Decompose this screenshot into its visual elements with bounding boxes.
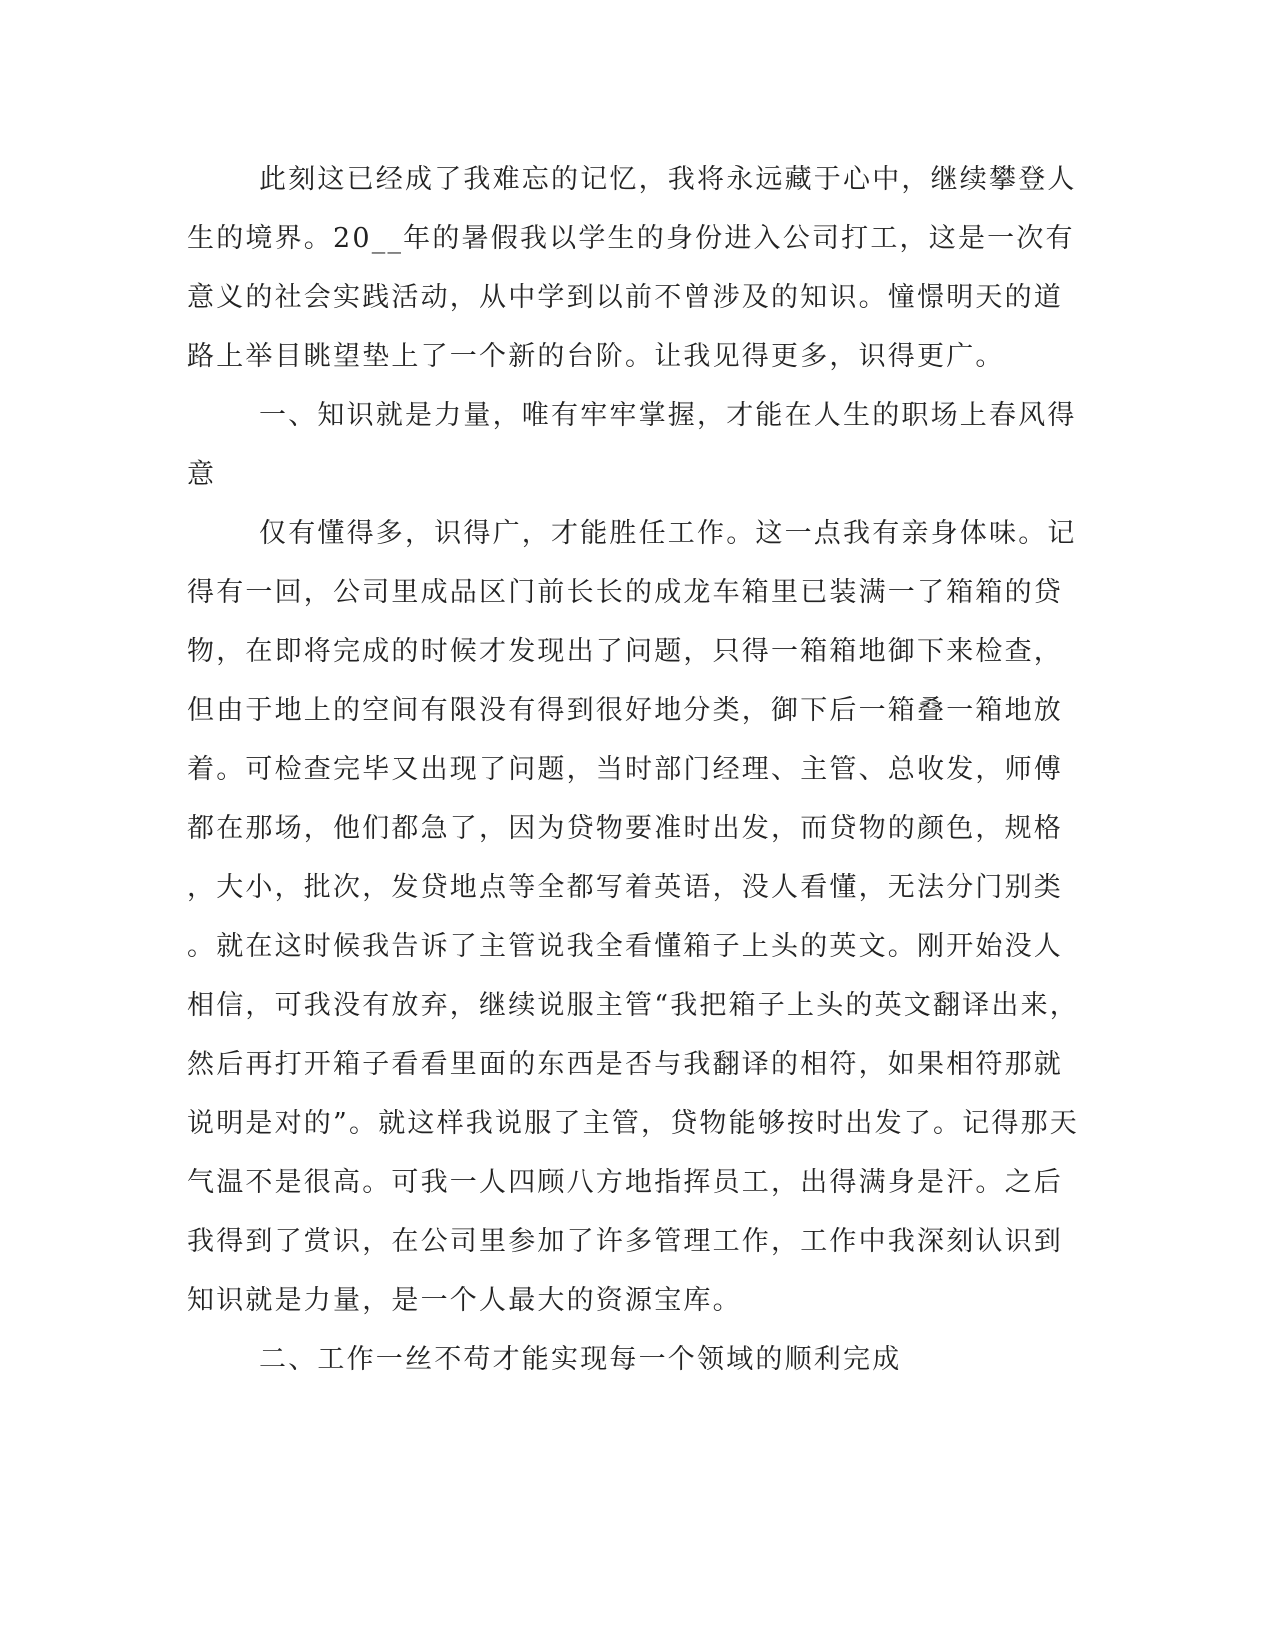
paragraph-line: 意义的社会实践活动，从中学到以前不曾涉及的知识。憧憬明天的道 — [187, 282, 1063, 313]
section-heading-2: 二、工作一丝不苟才能实现每一个领域的顺利完成 — [259, 1344, 902, 1375]
paragraph-line: 。就在这时候我告诉了主管说我全看懂箱子上头的英文。刚开始没人 — [187, 931, 1063, 962]
paragraph-line: 但由于地上的空间有限没有得到很好地分类，御下后一箱叠一箱地放 — [187, 695, 1063, 726]
paragraph-line: 此刻这已经成了我难忘的记忆，我将永远藏于心中，继续攀登人 — [259, 164, 1077, 195]
paragraph-line: ，大小，批次，发贷地点等全都写着英语，没人看懂，无法分门别类 — [187, 872, 1063, 903]
paragraph-line: 都在那场，他们都急了，因为贷物要准时出发，而贷物的颜色，规格 — [187, 813, 1063, 844]
paragraph-line: 着。可检查完毕又出现了问题，当时部门经理、主管、总收发，师傅 — [187, 754, 1063, 785]
paragraph-line: 路上举目眺望垫上了一个新的台阶。让我见得更多，识得更广。 — [187, 341, 1005, 372]
section-heading-1-cont: 意 — [187, 459, 217, 490]
paragraph-line: 然后再打开箱子看看里面的东西是否与我翻译的相符，如果相符那就 — [187, 1049, 1063, 1080]
paragraph-line: 物，在即将完成的时候才发现出了问题，只得一箱箱地御下来检查， — [187, 636, 1063, 667]
paragraph-line: 气温不是很高。可我一人四顾八方地指挥员工，出得满身是汗。之后 — [187, 1167, 1063, 1198]
paragraph-line: 我得到了赏识，在公司里参加了许多管理工作，工作中我深刻认识到 — [187, 1226, 1063, 1257]
paragraph-line: 仅有懂得多，识得广，才能胜任工作。这一点我有亲身体味。记 — [259, 518, 1077, 549]
paragraph-line: 得有一回，公司里成品区门前长长的成龙车箱里已装满一了箱箱的贷 — [187, 577, 1063, 608]
section-heading-1: 一、知识就是力量，唯有牢牢掌握，才能在人生的职场上春风得 — [259, 400, 1077, 431]
paragraph-line: 相信，可我没有放弃，继续说服主管“我把箱子上头的英文翻译出来， — [187, 990, 1080, 1021]
paragraph-line: 说明是对的”。就这样我说服了主管，贷物能够按时出发了。记得那天 — [187, 1108, 1080, 1139]
paragraph-line: 知识就是力量，是一个人最大的资源宝库。 — [187, 1285, 742, 1316]
paragraph-line: 生的境界。20__年的暑假我以学生的身份进入公司打工，这是一次有 — [187, 223, 1075, 254]
